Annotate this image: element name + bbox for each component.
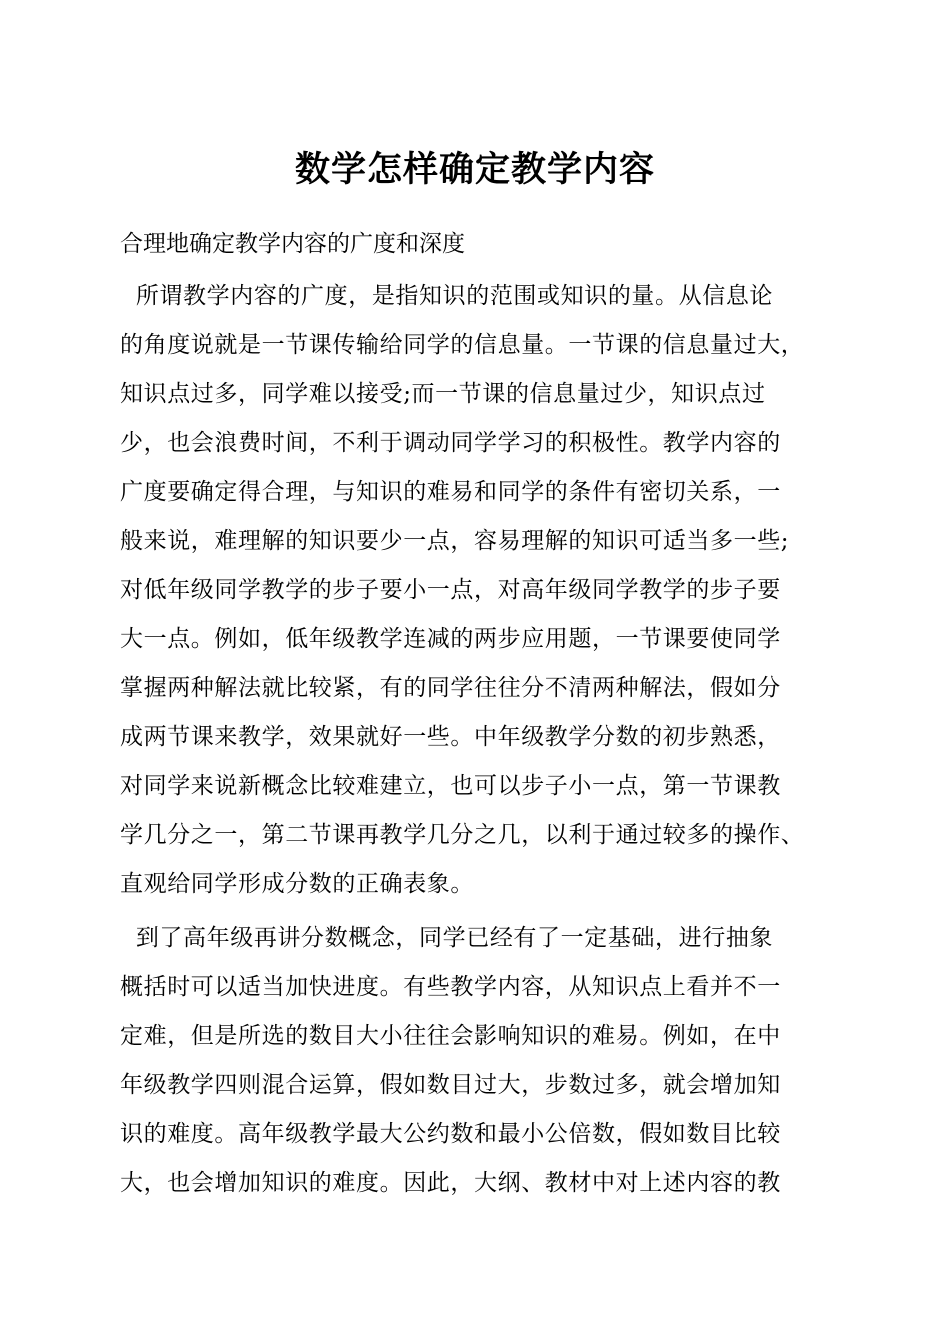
body-line: 的角度说就是一节课传输给同学的信息量。一节课的信息量过大， (120, 332, 805, 358)
body-line: 直观给同学形成分数的正确表象。 (120, 871, 474, 897)
body-line: 大，也会增加知识的难度。因此，大纲、教材中对上述内容的教 (120, 1170, 781, 1196)
body-line: 概括时可以适当加快进度。有些教学内容，从知识点上看并不一 (120, 974, 781, 1000)
body-line: 广度要确定得合理，与知识的难易和同学的条件有密切关系，一 (120, 479, 781, 505)
section-heading: 合理地确定教学内容的广度和深度 (120, 231, 465, 257)
body-line: 掌握两种解法就比较紧，有的同学往往分不清两种解法，假如分 (120, 675, 781, 701)
body-line: 所谓教学内容的广度，是指知识的范围或知识的量。从信息论 (120, 283, 774, 309)
body-line: 知识点过多，同学难以接受;而一节课的信息量过少，知识点过 (120, 381, 766, 407)
body-line: 到了高年级再讲分数概念，同学已经有了一定基础，进行抽象 (120, 925, 774, 951)
body-line: 对低年级同学教学的步子要小一点，对高年级同学教学的步子要 (120, 577, 781, 603)
body-line: 对同学来说新概念比较难建立，也可以步子小一点，第一节课教 (120, 773, 781, 799)
document-title: 数学怎样确定教学内容 (294, 150, 655, 190)
body-line: 学几分之一，第二节课再教学几分之几，以利于通过较多的操作、 (120, 822, 805, 848)
body-line: 般来说，难理解的知识要少一点，容易理解的知识可适当多一些; (120, 528, 790, 554)
body-line: 大一点。例如，低年级教学连减的两步应用题，一节课要使同学 (120, 626, 781, 652)
body-line: 识的难度。高年级教学最大公约数和最小公倍数，假如数目比较 (120, 1121, 781, 1147)
body-line: 少，也会浪费时间，不利于调动同学学习的积极性。教学内容的 (120, 430, 781, 456)
body-line: 成两节课来教学，效果就好一些。中年级教学分数的初步熟悉， (120, 724, 781, 750)
body-line: 定难，但是所选的数目大小往往会影响知识的难易。例如，在中 (120, 1023, 781, 1049)
body-line: 年级教学四则混合运算，假如数目过大，步数过多，就会增加知 (120, 1072, 781, 1098)
